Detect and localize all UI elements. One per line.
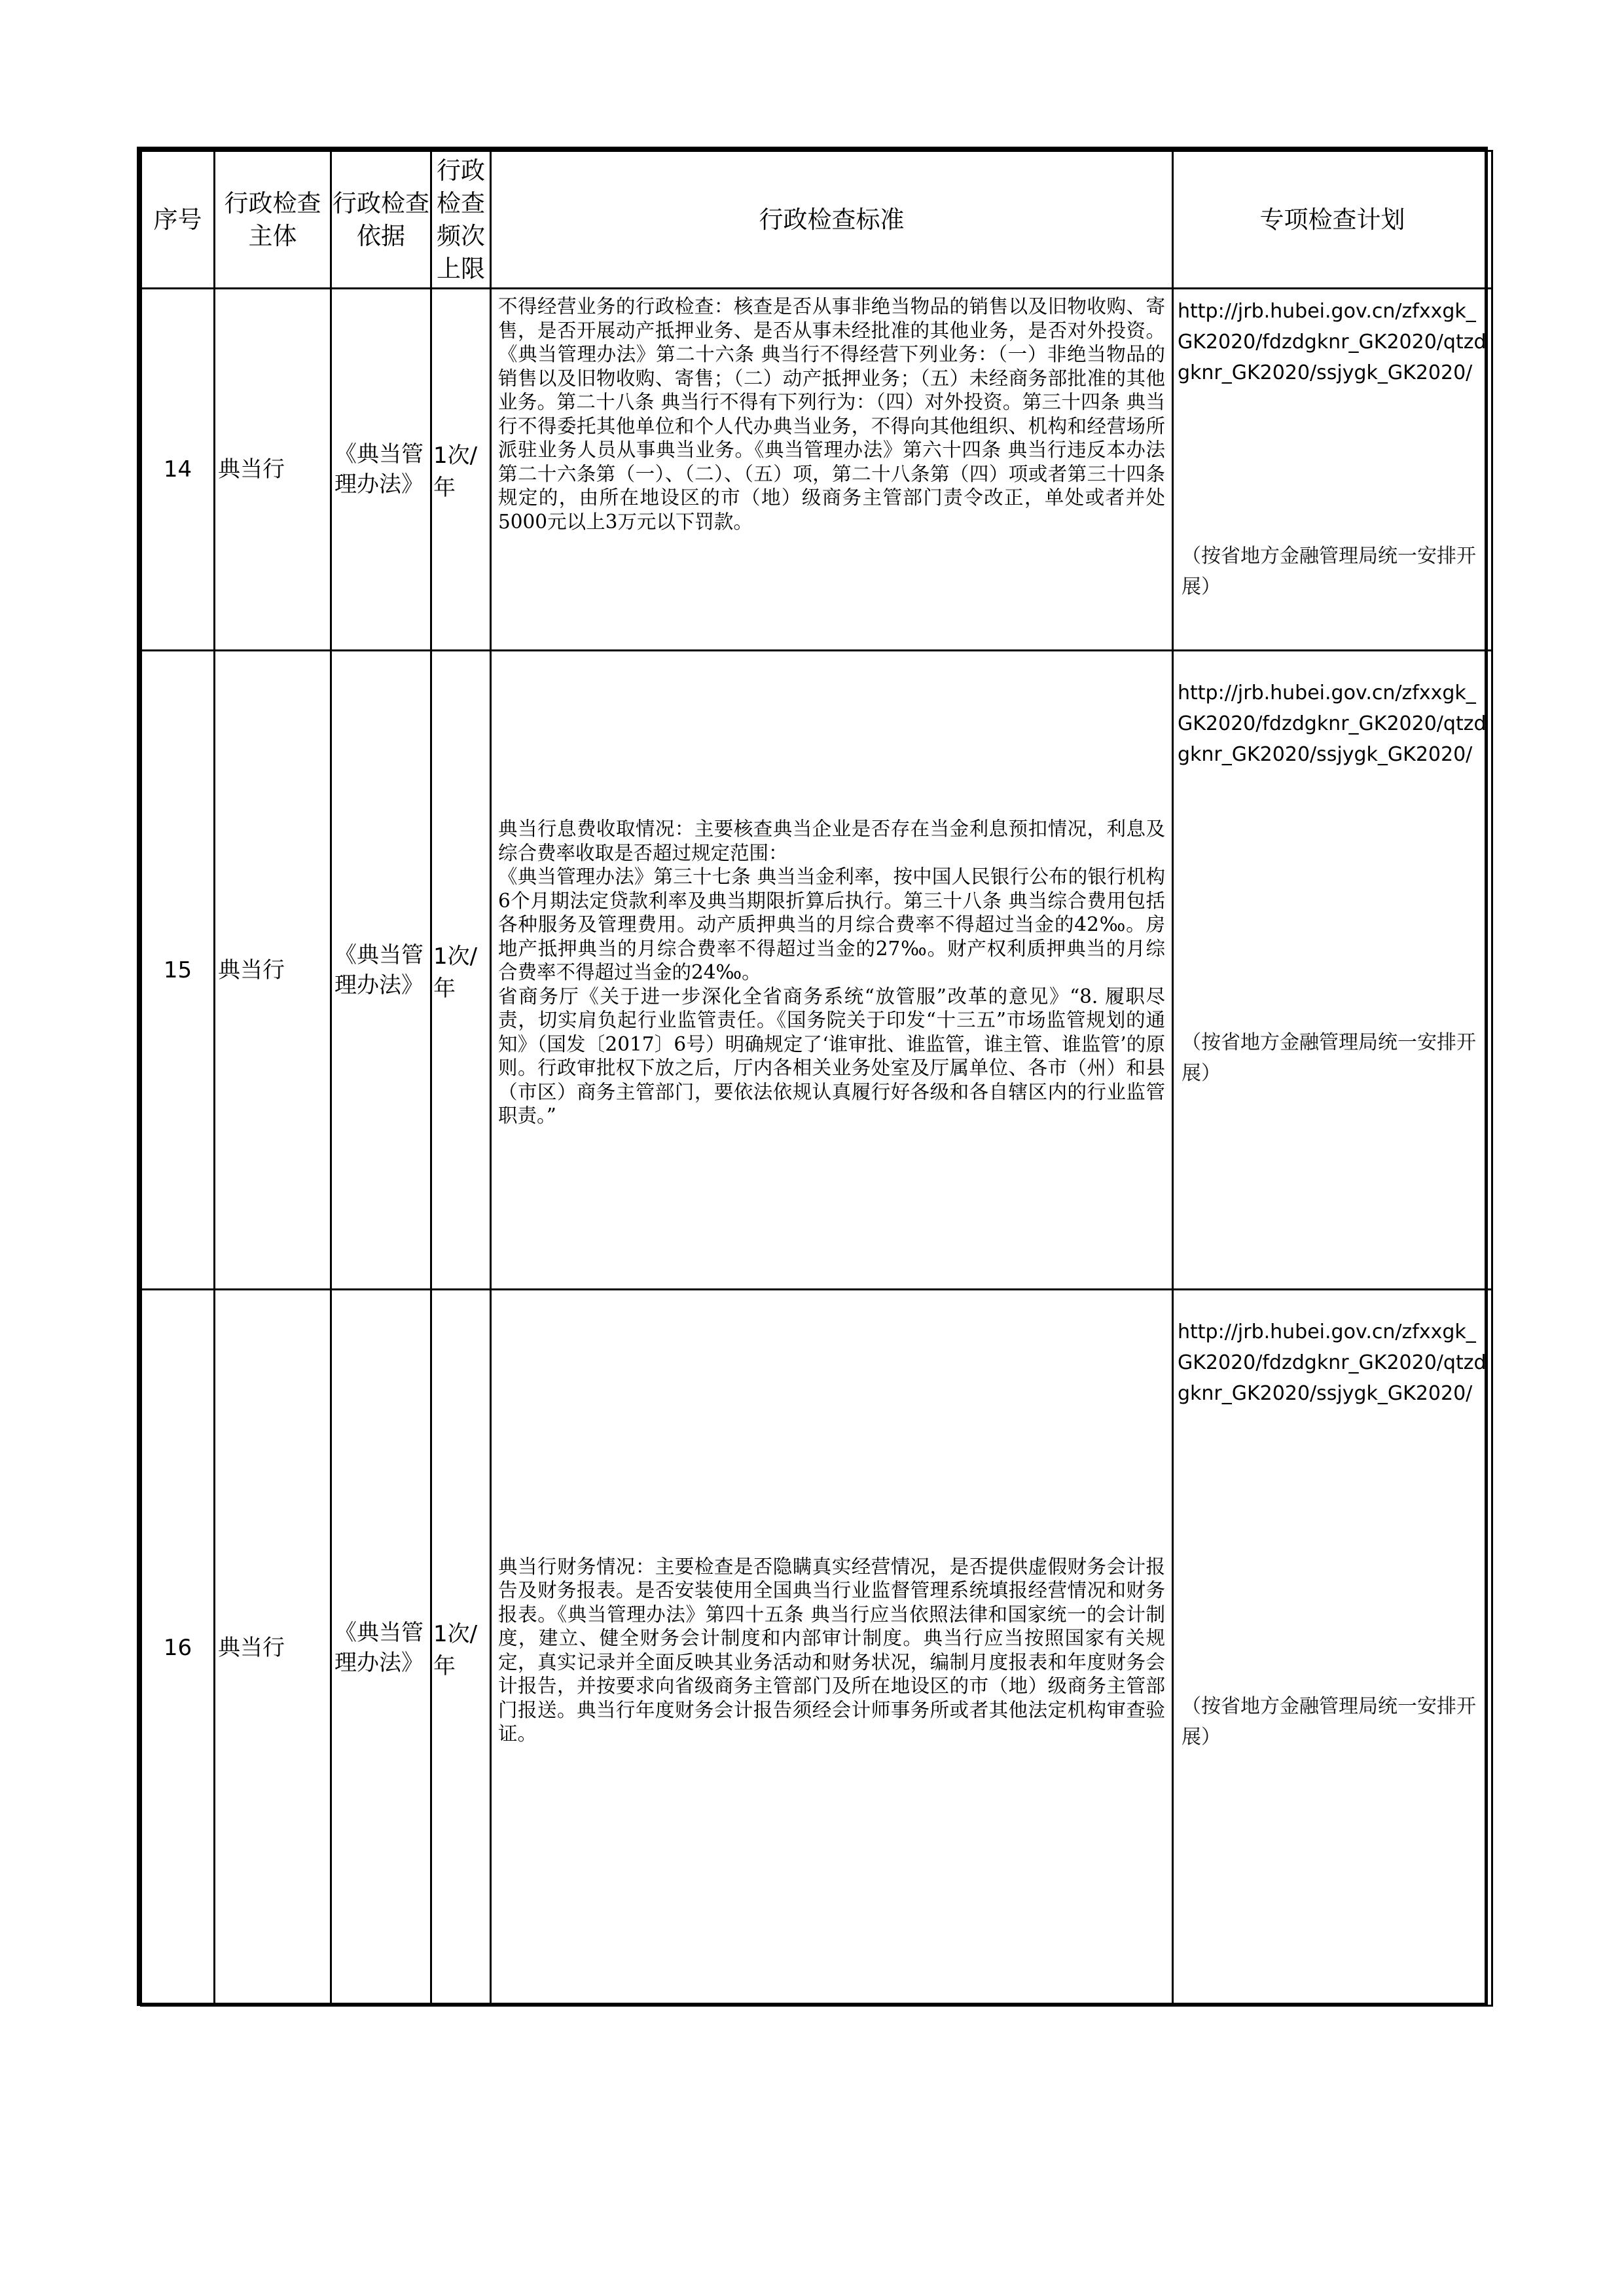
inspection-standard — [491, 651, 1173, 1290]
header-frequency: 行政检查频次上限 — [431, 151, 491, 289]
standard-text: 典当行财务情况：主要检查是否隐瞒真实经营情况，是否提供虚假财务会计报告及财务报表。是否安装使用全国典当行业监督管理系统填报经营情况和财务报表。《典当管理办法》第四十五条 典当行应当依照法律和国家统一的会计制度，建立、健全财务会计制度和内部审计制度。典当行应当按照国家有关规定，真实记录并全面反映其业务活动和财务状况，编制月度报表和年度财务会计报告，并按要求向省级商务主管部门及所在地设区的市（地）级商务主管部门报送。典当行年度财务会计报告须经会计师事务所或者其他法定机构审查验证。 — [498, 1555, 1165, 1745]
inspection-subject: 典当行 — [215, 1290, 331, 2006]
header-plan: 专项检查计划 — [1173, 151, 1492, 289]
inspection-frequency: 1次/年 — [431, 651, 491, 1290]
table-row — [141, 289, 1492, 651]
plan-note: （按省地方金融管理局统一安排开展） — [1182, 1695, 1476, 1749]
standard-text: 不得经营业务的行政检查：核查是否从事非绝当物品的销售以及旧物收购、寄售，是否开展动产抵押业务、是否从事未经批准的其他业务，是否对外投资。《典当管理办法》第二十六条 典当行不得经营下列业务：（一）非绝当物品的销售以及旧物收购、寄售；（二）动产抵押业务；（五）未经商务部批准的其他业务。第二十八条 典当行不得有下列行为：（四）对外投资。第三十四条 典当行不得委托其他单位和个人代办典当业务，不得向其他组织、机构和经营场所派驻业务人员从事典当业务。《典当管理办法》第六十四条 典当行违反本办法第二十六条第（一）、（二）、（五）项，第二十八条第（四）项或者第三十四条规定的，由所在地设区的市（地）级商务主管部门责令改正，单处或者并处5000元以上3万元以下罚款。 — [498, 295, 1165, 533]
plan-link[interactable]: http://jrb.hubei.gov.cn/zfxxgk_GK2020/fdzdgknr_GK2020/qtzdgknr_GK2020/ssjygk_GK2020/ — [1178, 300, 1487, 384]
inspection-subject: 典当行 — [215, 651, 331, 1290]
header-row — [141, 151, 1492, 289]
special-plan — [1173, 289, 1492, 651]
standard-text: 典当行息费收取情况：主要核查典当企业是否存在当金利息预扣情况，利息及综合费率收取是否超过规定范围： 《典当管理办法》第三十七条 典当当金利率，按中国人民银行公布的银行机构6个月期法定贷款利率及典当期限折算后执行。第三十八条 典当综合费用包括各种服务及管理费用。动产质押典当的月综合费率不得超过当金的42‰。房地产抵押典当的月综合费率不得超过当金的27‰。财产权利质押典当的月综合费率不得超过当金的24‰。 省商务厅《关于进一步深化全省商务系统“放管服”改革的意见》“8. 履职尽责，切实肩负起行业监管责任。《国务院关于印发“十三五”市场监管规划的通知》（国发〔2017〕6号）明确规定了‘谁审批、谁监管，谁主管、谁监管’的原则。行政审批权下放之后，厅内各相关业务处室及厅属单位、各市（州）和县（市区）商务主管部门，要依法依规认真履行好各级和各自辖区内的行业监管职责。” — [498, 818, 1165, 1127]
inspection-basis: 《典当管理办法》 — [331, 651, 431, 1290]
plan-note: （按省地方金融管理局统一安排开展） — [1182, 545, 1476, 598]
inspection-basis: 《典当管理办法》 — [331, 289, 431, 651]
plan-note: （按省地方金融管理局统一安排开展） — [1182, 1031, 1476, 1085]
table-row — [141, 1290, 1492, 2006]
plan-link[interactable]: http://jrb.hubei.gov.cn/zfxxgk_GK2020/fdzdgknr_GK2020/qtzdgknr_GK2020/ssjygk_GK2020/ — [1178, 1321, 1487, 1405]
header-basis: 行政检查依据 — [331, 151, 431, 289]
special-plan — [1173, 651, 1492, 1290]
inspection-frequency: 1次/年 — [431, 1290, 491, 2006]
plan-link[interactable]: http://jrb.hubei.gov.cn/zfxxgk_GK2020/fdzdgknr_GK2020/qtzdgknr_GK2020/ssjygk_GK2020/ — [1178, 682, 1487, 766]
table-row — [141, 651, 1492, 1290]
header-no: 序号 — [141, 151, 215, 289]
inspection-basis: 《典当管理办法》 — [331, 1290, 431, 2006]
inspection-frequency: 1次/年 — [431, 289, 491, 651]
inspection-table-container — [137, 147, 1488, 2006]
header-subject: 行政检查主体 — [215, 151, 331, 289]
inspection-standard — [491, 1290, 1173, 2006]
inspection-standard — [491, 289, 1173, 651]
inspection-table — [140, 150, 1493, 2007]
special-plan — [1173, 1290, 1492, 2006]
row-number: 15 — [141, 651, 215, 1290]
header-standard: 行政检查标准 — [491, 151, 1173, 289]
row-number: 14 — [141, 289, 215, 651]
row-number: 16 — [141, 1290, 215, 2006]
inspection-subject: 典当行 — [215, 289, 331, 651]
